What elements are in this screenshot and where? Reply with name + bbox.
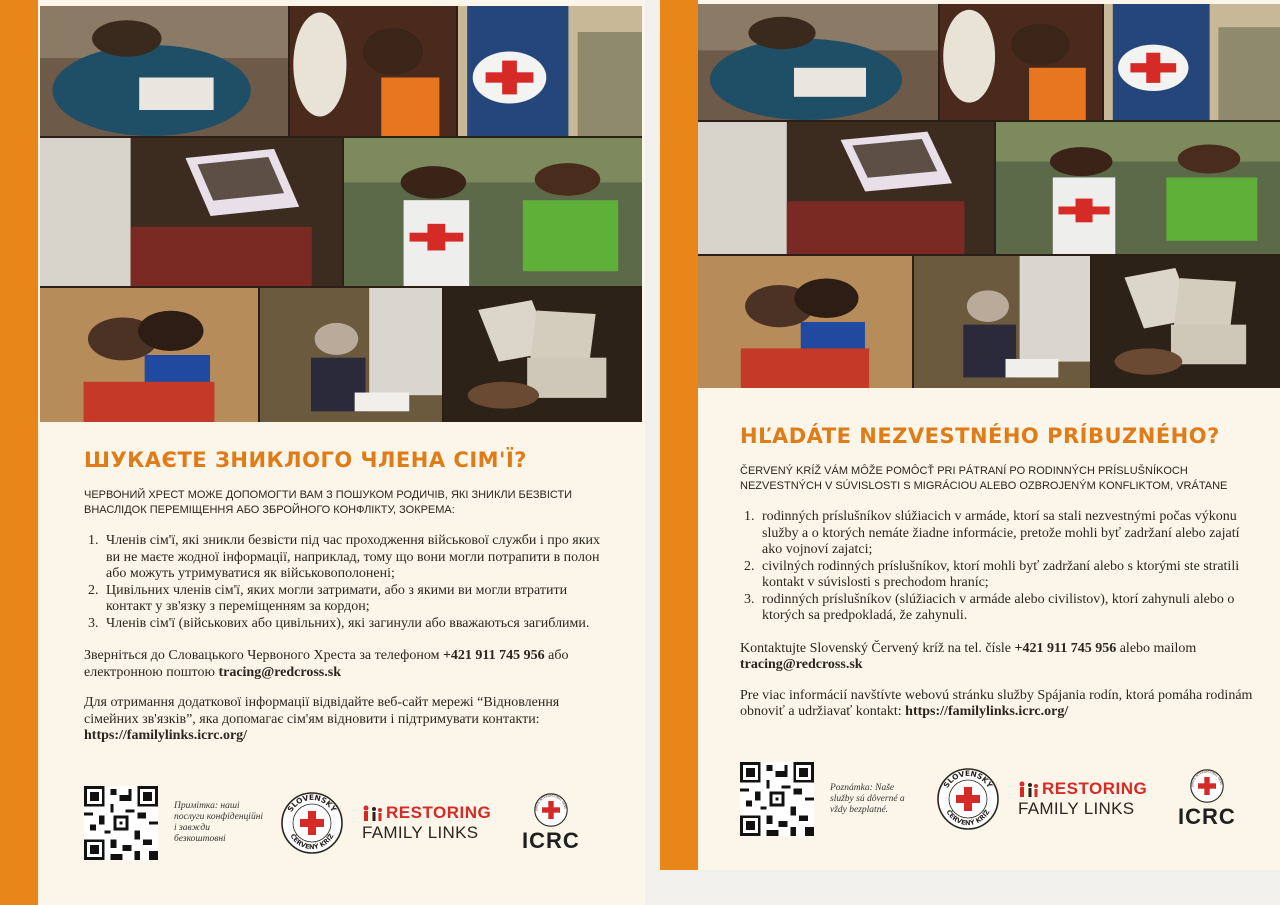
confidentiality-note: Poznámka: Naše služby sú dôverné a vždy bezplatné. — [830, 782, 905, 815]
photo-embrace — [698, 4, 938, 120]
email-link[interactable]: tracing@redcross.sk — [218, 664, 341, 680]
rfl-bottom-text: FAMILY LINKS — [1018, 799, 1135, 818]
photo-elderly-woman — [914, 256, 1090, 388]
rfl-top-text: RESTORING — [386, 803, 492, 822]
src-logo-bottom-text: ČERVENÝ KRÍŽ — [288, 832, 336, 852]
contact-paragraph — [740, 641, 1260, 674]
src-logo-top-text: SLOVENSKÝ — [941, 768, 995, 790]
list-item: 2. civilných rodinných príslušníkov, ktorí mohli byť zadržaní alebo s ktorými ste stratili kontakt v súvislosti s prechodom hraníc; — [758, 559, 1260, 592]
contact-text: Kontaktujte Slovenský Červený kríž na tel. čísle — [740, 640, 1011, 656]
photo-collage — [698, 4, 1280, 388]
photo-holding-picture — [698, 122, 994, 254]
flyer-text — [740, 424, 1260, 735]
list-item: 1. Членів сім'ї, які зникли безвісти під час проходження військової служби і про яких ви не маєте жодної інформації, наприклад, тому що вони могли потрапити в полон або можуть утримуватися як військовополонені; — [102, 533, 604, 583]
rfl-top-text: RESTORING — [1042, 779, 1148, 798]
contact-text: або електронною поштою — [84, 648, 569, 680]
contact-text: Зверніться до Словацького Червоного Хреста за телефоном — [84, 648, 440, 663]
icrc-ring-text: OMITE INTERNATIONAL GENE — [534, 793, 568, 811]
list-item: 2. Цивільних членів сім'ї, яких могли затримати, або з якими ви могли втратити контакт у зв'язку з переміщенням за кордон; — [102, 583, 604, 616]
flyer-text — [84, 448, 604, 759]
restoring-family-links-logo — [1018, 779, 1158, 819]
info-paragraph — [740, 688, 1260, 721]
icrc-logo — [1178, 768, 1236, 830]
photo-handshake — [996, 122, 1280, 254]
photo-mother-child — [698, 256, 912, 388]
photo-red-cross-worker — [1104, 4, 1280, 120]
slovak-flyer — [660, 0, 1280, 870]
photo-red-cross-worker — [458, 6, 642, 136]
icrc-text: ICRC — [1178, 804, 1236, 829]
logo-footer — [740, 760, 1260, 838]
icrc-emblem-icon — [533, 792, 569, 828]
slovak-red-cross-logo — [936, 767, 1000, 831]
family-figures-icon — [1018, 780, 1040, 798]
email-link[interactable]: tracing@redcross.sk — [740, 657, 863, 672]
photo-embrace — [40, 6, 288, 136]
phone-number[interactable]: +421 911 745 956 — [1014, 640, 1117, 656]
list-item: 3. Членів сім'ї (військових або цивільних), які загинули або вважаються загиблими. — [102, 616, 604, 633]
icrc-emblem-icon — [1189, 768, 1225, 804]
photo-old-photographs — [444, 288, 642, 422]
orange-side-stripe — [660, 0, 698, 870]
info-paragraph — [84, 695, 604, 745]
photo-handshake — [344, 138, 642, 286]
photo-window-girl — [940, 4, 1102, 120]
info-text: Для отримання додаткової інформації відвідайте веб-сайт мережі “Відновлення сімейних зв'язків”, яка допомагає сім'ям відновити і підтримувати контакти: — [84, 695, 560, 727]
photo-collage — [40, 6, 642, 422]
website-link[interactable]: https://familylinks.icrc.org/ — [84, 728, 248, 743]
family-figures-icon — [362, 804, 384, 822]
page-title: ШУКАЄТЕ ЗНИКЛОГО ЧЛЕНА СІМ'Ї? — [84, 448, 527, 472]
contact-paragraph — [84, 648, 604, 681]
page-title: HĽADÁTE NEZVESTNÉHO PRÍBUZNÉHO? — [740, 424, 1220, 448]
slovak-red-cross-logo — [280, 791, 344, 855]
rfl-bottom-text: FAMILY LINKS — [362, 823, 479, 842]
cases-list — [740, 509, 1260, 625]
photo-holding-picture — [40, 138, 342, 286]
phone-number[interactable]: +421 911 745 956 — [442, 648, 545, 663]
qr-code[interactable] — [740, 762, 814, 836]
photo-old-photographs — [1092, 256, 1280, 388]
restoring-family-links-logo — [362, 803, 502, 843]
intro-text: ČERVENÝ KRÍŽ VÁM MÔŽE POMÔCŤ PRI PÁTRANÍ PO RODINNÝCH PRÍSLUŠNÍKOCH NEZVESTNÝCH V SÚVISLOSTI S MIGRÁCIOU ALEBO OZBROJENÝM KONFLIKTOM, VRÁTANE — [740, 465, 1228, 492]
contact-text: alebo mailom — [1119, 640, 1197, 656]
intro-text: ЧЕРВОНИЙ ХРЕСТ МОЖЕ ДОПОМОГТИ ВАМ З ПОШУКОМ РОДИЧІВ, ЯКІ ЗНИКЛИ БЕЗВІСТИ ВНАСЛІДОК ПЕРЕМІЩЕННЯ АБО ЗБРОЙНОГО КОНФЛІКТУ, ЗОКРЕМА: — [84, 489, 573, 516]
confidentiality-note: Примітка: наші послуги конфіденційні і завжди безкоштовні — [174, 801, 264, 844]
icrc-ring-text: OMITE INTERNATIONAL GENE — [1190, 769, 1224, 787]
photo-window-girl — [290, 6, 456, 136]
src-logo-top-text: SLOVENSKÝ — [285, 792, 339, 814]
icrc-logo — [522, 792, 580, 854]
orange-side-stripe — [0, 0, 38, 905]
logo-footer — [84, 784, 604, 862]
src-logo-bottom-text: ČERVENÝ KRÍŽ — [944, 808, 992, 828]
cases-list — [84, 533, 604, 632]
photo-elderly-woman — [260, 288, 442, 422]
qr-code[interactable] — [84, 786, 158, 860]
website-link[interactable]: https://familylinks.icrc.org/ — [905, 704, 1069, 719]
list-item: 1. rodinných príslušníkov slúžiacich v armáde, ktorí sa stali nezvestnými počas výkonu služby a o ktorých nemáte žiadne informácie, pretože mohli byť zadržaní alebo zajatí ako vojnoví zajatci; — [758, 509, 1260, 559]
icrc-text: ICRC — [522, 828, 580, 853]
photo-mother-child — [40, 288, 258, 422]
info-text: Pre viac informácií navštívte webovú stránku služby Spájania rodín, ktorá pomáha rodinám obnoviť a udržiavať kontakt: — [740, 687, 1253, 719]
list-item: 3. rodinných príslušníkov (slúžiacich v armáde alebo civilistov), ktorí zahynuli alebo o ktorých sa predpokladá, že zahynuli. — [758, 592, 1260, 625]
